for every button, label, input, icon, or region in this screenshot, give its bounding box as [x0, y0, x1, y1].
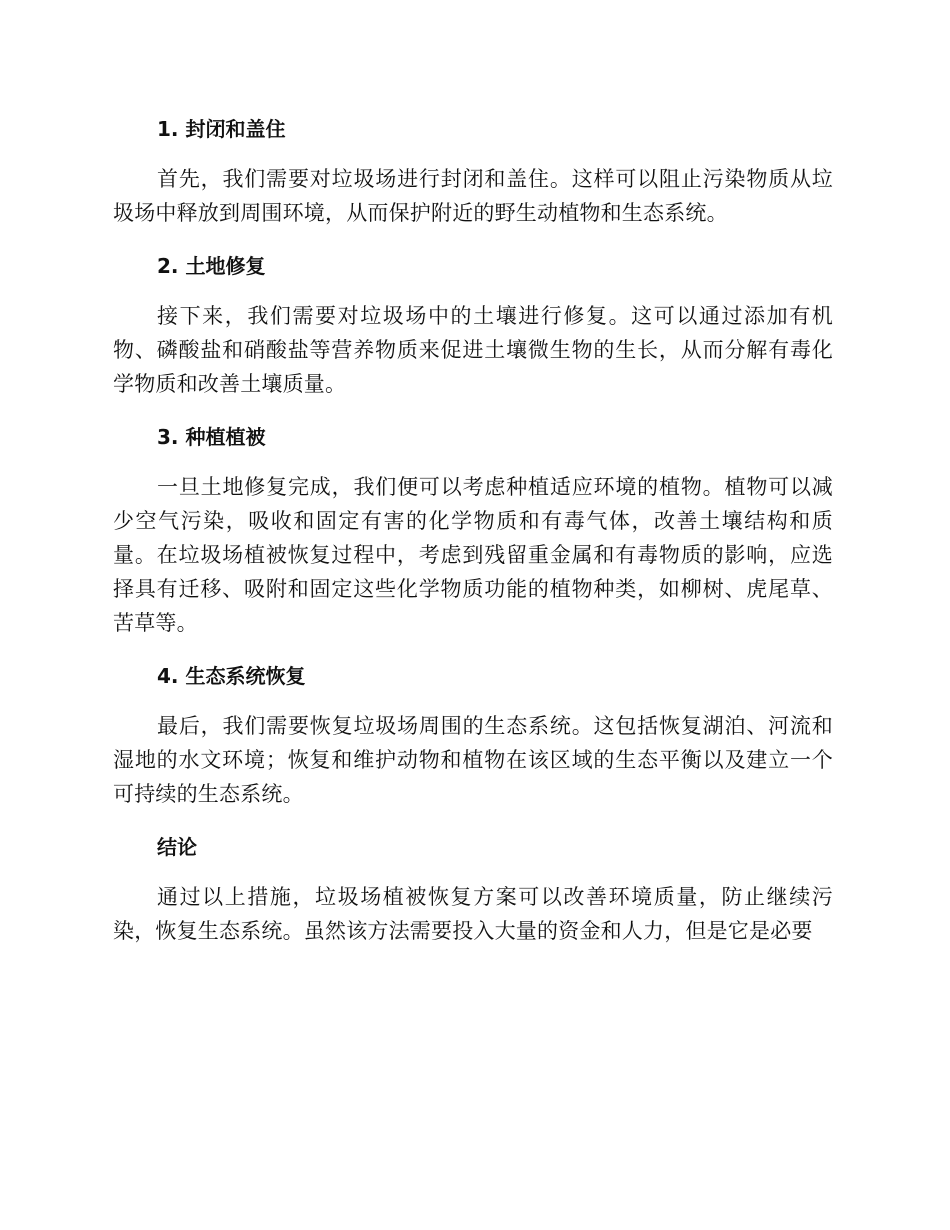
section-paragraph-1: 首先，我们需要对垃圾场进行封闭和盖住。这样可以阻止污染物质从垃圾场中释放到周围环境，从而保护附近的野生动植物和生态系统。	[113, 167, 833, 225]
section-paragraph-4: 最后，我们需要恢复垃圾场周围的生态系统。这包括恢复湖泊、河流和湿地的水文环境；恢复和维护动物和植物在该区域的生态平衡以及建立一个可持续的生态系统。	[113, 714, 833, 806]
conclusion-heading: 结论	[157, 835, 197, 859]
section-heading-1: 1. 封闭和盖住	[157, 117, 286, 141]
conclusion-paragraph: 通过以上措施，垃圾场植被恢复方案可以改善环境质量，防止继续污染，恢复生态系统。虽然该方法需要投入大量的资金和人力，但是它是必要	[113, 885, 833, 943]
section-paragraph-2: 接下来，我们需要对垃圾场中的土壤进行修复。这可以通过添加有机物、磷酸盐和硝酸盐等营养物质来促进土壤微生物的生长，从而分解有毒化学物质和改善土壤质量。	[113, 304, 833, 396]
section-paragraph-3: 一旦土地修复完成，我们便可以考虑种植适应环境的植物。植物可以减少空气污染，吸收和固定有害的化学物质和有毒气体，改善土壤结构和质量。在垃圾场植被恢复过程中，考虑到残留重金属和有毒物质的影响，应选择具有迁移、吸附和固定这些化学物质功能的植物种类，如柳树、虎尾草、苦草等。	[113, 475, 833, 635]
document-page	[113, 112, 833, 967]
section-heading-4: 4. 生态系统恢复	[157, 664, 306, 688]
section-heading-3: 3. 种植植被	[157, 425, 266, 449]
section-heading-2: 2. 土地修复	[157, 254, 266, 278]
